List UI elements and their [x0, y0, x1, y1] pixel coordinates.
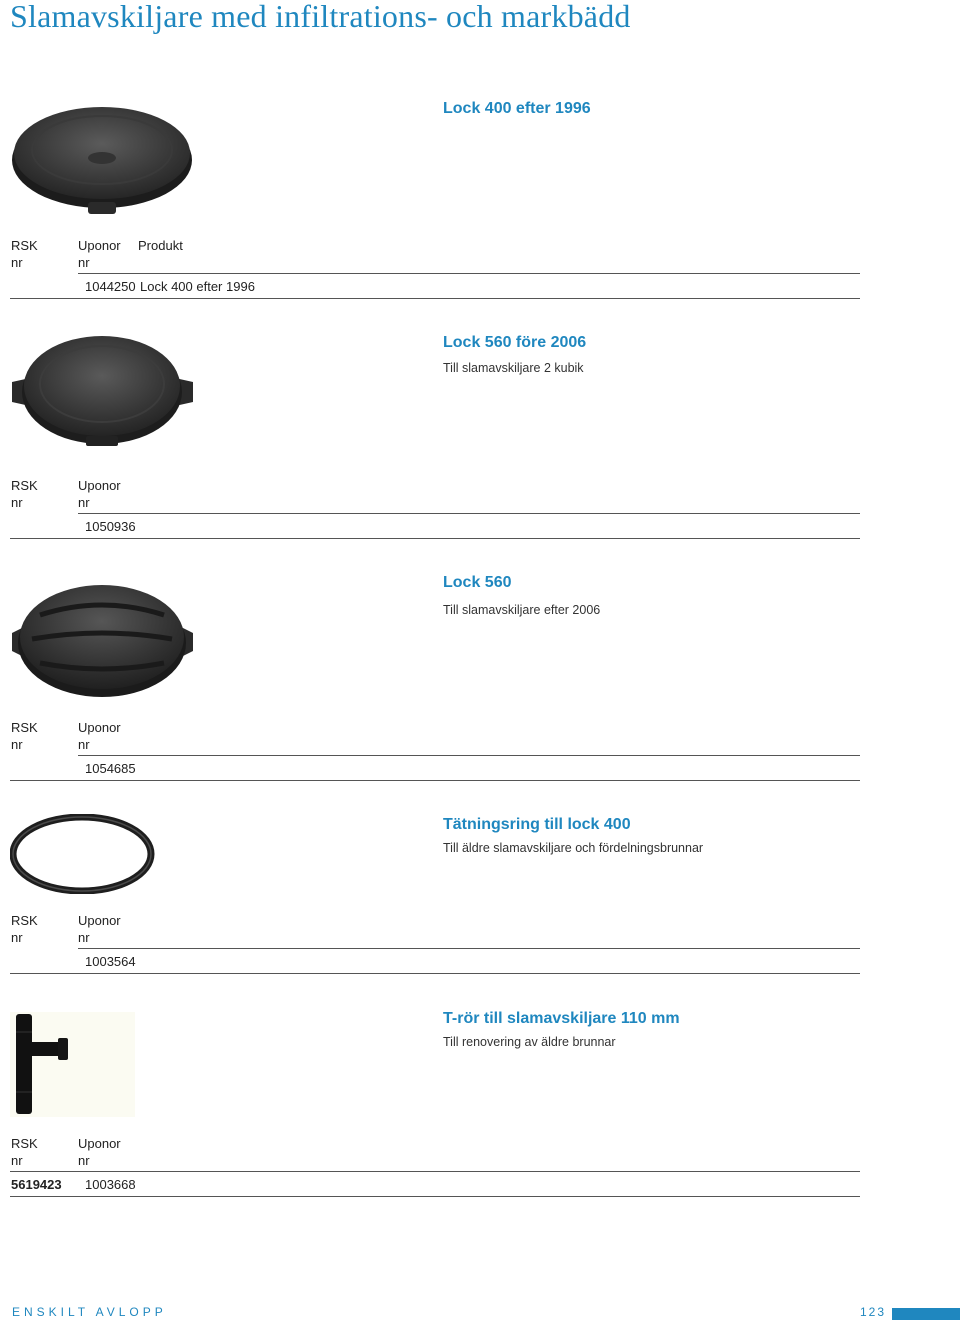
table-rule [78, 273, 860, 274]
table-row [10, 277, 860, 297]
header-rsk: RSK nr [11, 238, 38, 270]
t-pipe-photo [10, 1012, 135, 1117]
product-subtitle: Till slamavskiljare efter 2006 [443, 603, 601, 617]
table-row [10, 759, 860, 779]
product-title: Lock 400 efter 1996 [443, 100, 591, 117]
table-header [10, 912, 860, 948]
lid-560-old-photo [10, 330, 195, 448]
product-subtitle: Till äldre slamavskiljare och fördelningsbrunnar [443, 841, 704, 855]
table-rule [78, 513, 860, 514]
table-header [10, 719, 860, 755]
table-rule [78, 948, 860, 949]
table-rule [10, 780, 860, 781]
uponor-number: 1003564 [85, 954, 136, 969]
lid-400-photo [10, 98, 195, 220]
table-row [10, 517, 860, 537]
product-table [10, 912, 860, 969]
uponor-number: 1044250 [85, 279, 136, 294]
table-row [10, 952, 860, 972]
lid-560-photo [10, 575, 195, 700]
page-number: 123 [860, 1305, 887, 1319]
uponor-number: 1003668 [85, 1177, 136, 1192]
table-rule [10, 538, 860, 539]
product-name: Lock 400 efter 1996 [140, 279, 255, 294]
header-uponor: Uponor nr [78, 238, 121, 270]
table-rule [10, 1171, 860, 1172]
header-rsk: RSK nr [11, 1136, 38, 1168]
product-title: Lock 560 före 2006 [443, 334, 587, 351]
table-rule [10, 298, 860, 299]
product-title: Lock 560 [443, 574, 512, 591]
table-rule [10, 1196, 860, 1197]
footer-accent-bar [892, 1308, 960, 1320]
uponor-number: 1054685 [85, 761, 136, 776]
sealing-ring-photo [10, 814, 155, 894]
product-table [10, 477, 860, 534]
product-table [10, 237, 860, 294]
rsk-number: 5619423 [11, 1177, 62, 1192]
product-table [10, 719, 860, 776]
header-rsk: RSK nr [11, 478, 38, 510]
table-rule [10, 973, 860, 974]
product-subtitle: Till renovering av äldre brunnar [443, 1035, 616, 1049]
header-uponor: Uponor nr [78, 478, 121, 510]
table-rule [78, 755, 860, 756]
header-uponor: Uponor nr [78, 720, 121, 752]
product-table [10, 1135, 860, 1192]
footer-section: ENSKILT AVLOPP [12, 1305, 167, 1319]
header-uponor: Uponor nr [78, 1136, 121, 1168]
table-header [10, 237, 860, 273]
table-header [10, 1135, 860, 1171]
header-uponor: Uponor nr [78, 913, 121, 945]
uponor-number: 1050936 [85, 519, 136, 534]
table-row [10, 1175, 860, 1195]
header-product: Produkt [138, 238, 183, 253]
header-rsk: RSK nr [11, 720, 38, 752]
product-subtitle: Till slamavskiljare 2 kubik [443, 361, 584, 375]
page-title: Slamavskiljare med infiltrations- och markbädd [10, 0, 631, 34]
product-title: T-rör till slamavskiljare 110 mm [443, 1010, 680, 1027]
table-header [10, 477, 860, 513]
product-title: Tätningsring till lock 400 [443, 816, 631, 833]
header-rsk: RSK nr [11, 913, 38, 945]
